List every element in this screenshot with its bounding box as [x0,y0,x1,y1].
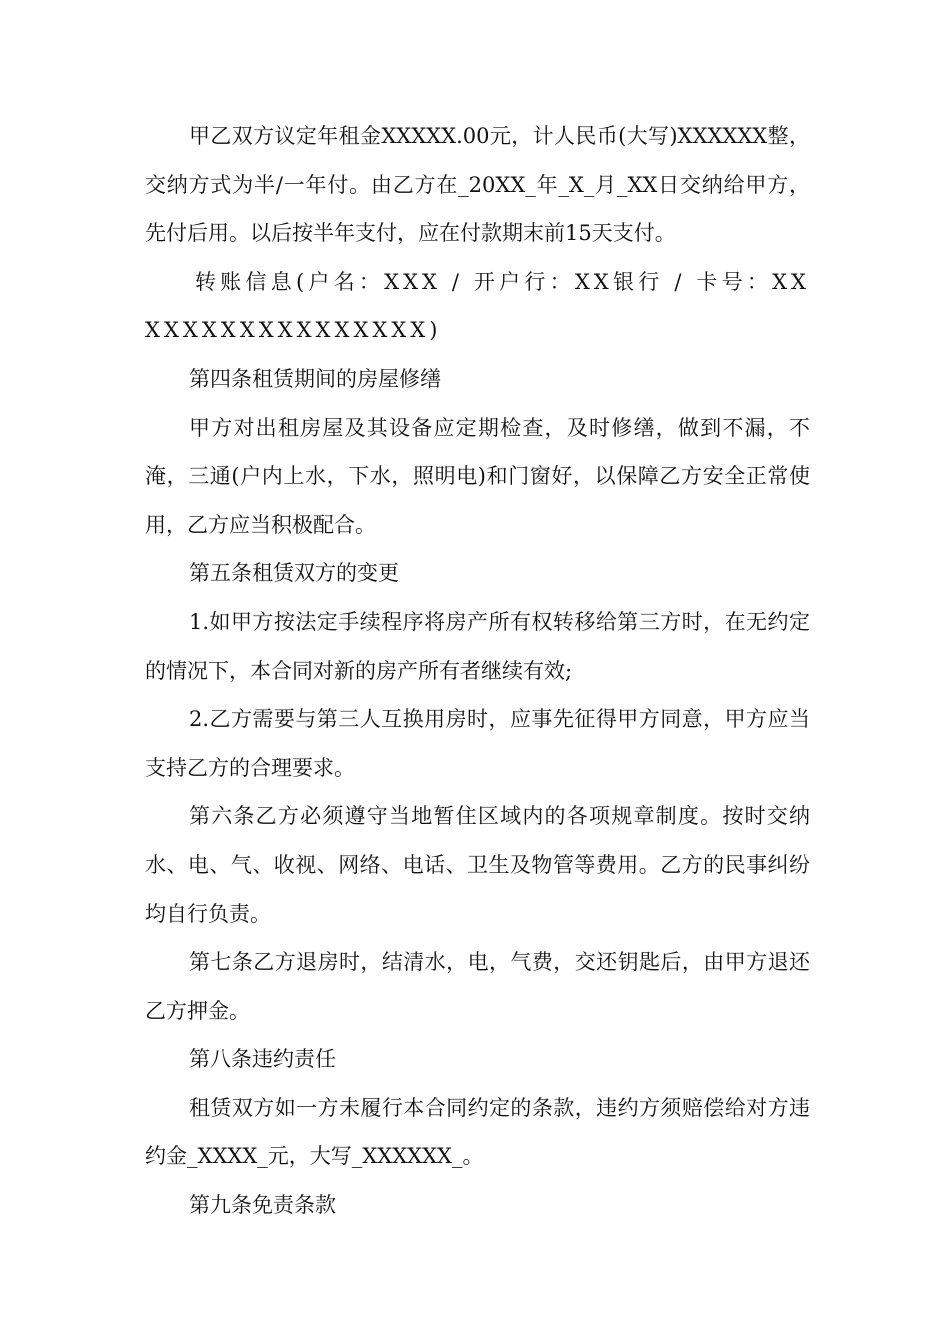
heading-article-8: 第八条违约责任 [189,1047,336,1072]
paragraph-article-7: 第七条乙方退房时，结清水，电，气费，交还钥匙后，由甲方退还乙方押金。 [145,950,810,1023]
heading-article-9: 第九条免责条款 [189,1193,336,1218]
paragraph-article-6: 第六条乙方必须遵守当地暂住区域内的各项规章制度。按时交纳水、电、气、收视、网络、电话、卫生及物管等费用。乙方的民事纠纷均自行负责。 [145,804,810,926]
paragraph-transfer-info: 转账信息(户名：XXX / 开户行：XX银行 / 卡号：XXXXXXXXXXXXXXXXX) [145,269,810,343]
paragraph-repairs: 甲方对出租房屋及其设备应定期检查，及时修缮，做到不漏，不淹，三通(户内上水，下水，照明电)和门窗好，以保障乙方安全正常使用，乙方应当积极配合。 [145,415,810,537]
heading-article-5: 第五条租赁双方的变更 [189,561,399,586]
paragraph-rent-payment: 甲乙双方议定年租金XXXXX.00元，计人民币(大写)XXXXXX整，交纳方式为半/一年付。由乙方在_20XX_年_X_月_XX日交纳给甲方，先付后用。以后按半年支付，应在付款期末前15天支付。 [145,124,810,246]
paragraph-change-2: 2.乙方需要与第三人互换用房时，应事先征得甲方同意，甲方应当支持乙方的合理要求。 [145,707,810,780]
document-body [145,112,810,1230]
paragraph-breach: 租赁双方如一方未履行本合同约定的条款，违约方须赔偿给对方违约金_XXXX_元，大写_XXXXXX_。 [145,1095,810,1169]
paragraph-change-1: 1.如甲方按法定手续程序将房产所有权转移给第三方时，在无约定的情况下，本合同对新的房产所有者继续有效; [145,609,810,683]
heading-article-4: 第四条租赁期间的房屋修缮 [189,366,441,391]
